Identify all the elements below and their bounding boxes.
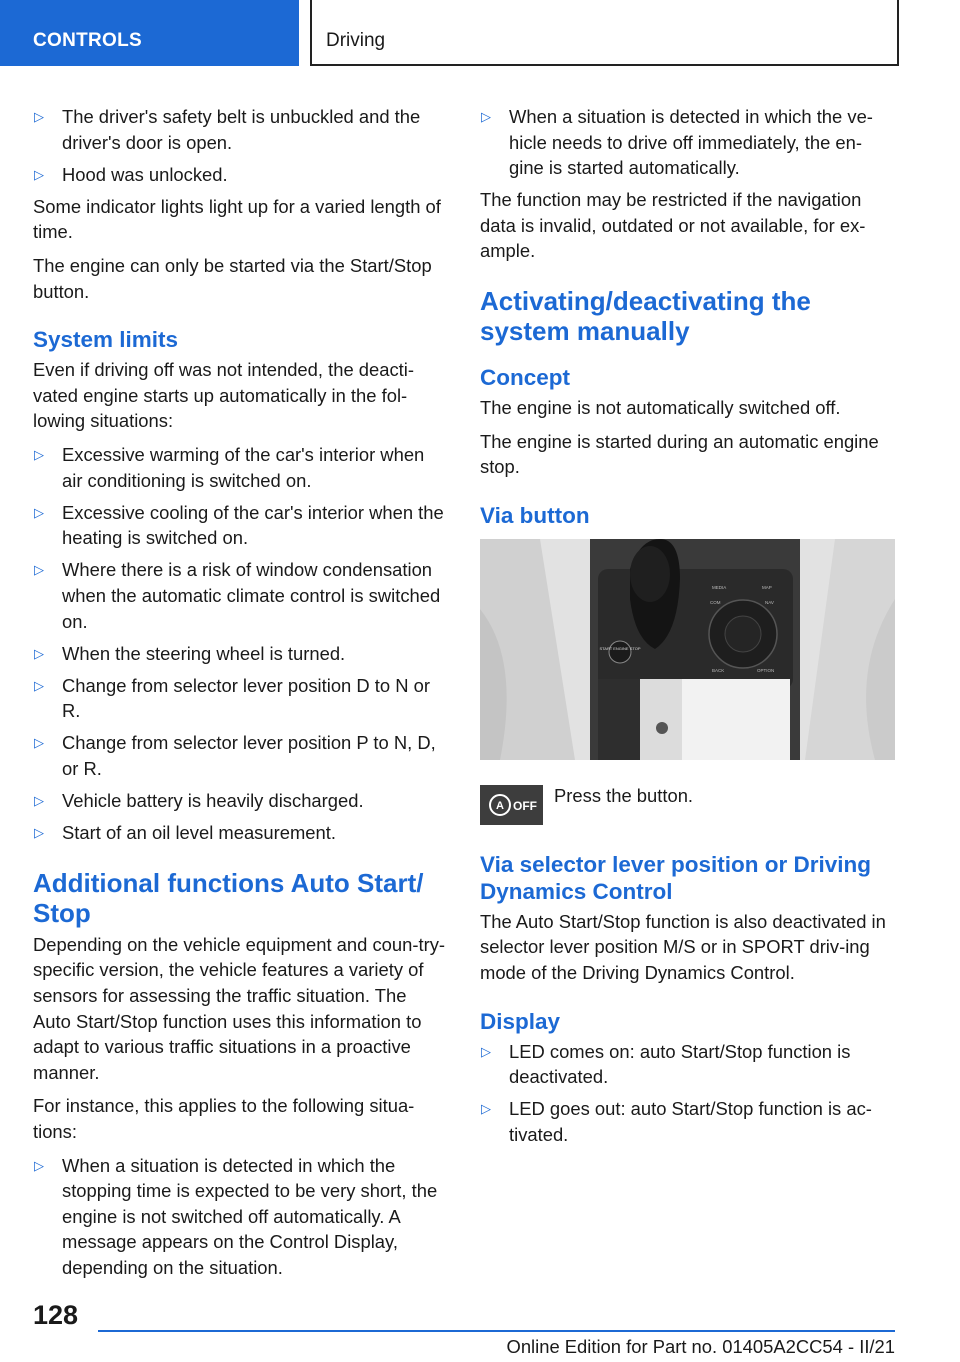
list-item: ▷ The driver's safety belt is unbuckled and the driver's door is open. <box>33 104 448 155</box>
center-console-photo <box>480 539 895 760</box>
map-label: MAP <box>762 584 772 590</box>
list-item: ▷ Change from selector lever position P to N, D, or R. <box>33 730 448 781</box>
svg-text:A: A <box>496 799 504 812</box>
auto-start-stop-off-icon <box>480 785 543 825</box>
triangle-bullet-icon: ▷ <box>481 109 491 124</box>
list-item: ▷ Hood was unlocked. <box>33 162 448 188</box>
triangle-bullet-icon: ▷ <box>481 1101 491 1117</box>
footer-rule <box>98 1330 895 1332</box>
list-item: ▷ Start of an oil level measurement. <box>33 820 448 846</box>
paragraph: The engine is not automatically switched off. <box>480 397 841 419</box>
list-item: ▷ When a situation is detected in which the stopping time is expected to be very short, the engine is not switched off automatically. A message appears on the Control Display, depending on the situation. <box>33 1153 448 1281</box>
option-label: OPTION <box>757 667 775 673</box>
heading-concept: Concept <box>480 365 570 391</box>
heading-display: Display <box>480 1008 561 1034</box>
heading-system-limits: System limits <box>33 327 179 353</box>
chapter-tab <box>310 0 899 66</box>
list-item: ▷ Change from selector lever position D to N or R. <box>33 673 448 724</box>
section-tab <box>0 0 299 66</box>
triangle-bullet-icon: ▷ <box>34 446 44 462</box>
list-item: ▷ Excessive cooling of the car's interior when the heating is switched on. <box>33 500 448 551</box>
list-item: ▷ LED goes out: auto Start/Stop function is ac-tivated. <box>480 1096 896 1147</box>
off-label: OFF <box>513 798 537 813</box>
triangle-bullet-icon: ▷ <box>34 109 44 124</box>
paragraph: The Auto Start/Stop function is also deactivated in selector lever position M/S or in SPORT driv-ing mode of the Driving Dynamics Control. <box>480 910 886 984</box>
heading-additional-functions: Additional functions Auto Start/ Stop <box>33 867 424 928</box>
list-item: ▷ When a situation is detected in which the ve-hicle needs to drive off immediately, the en-gine is started automatically. <box>480 104 896 181</box>
chapter-title: Driving <box>326 30 386 51</box>
press-text: Press the button. <box>554 784 694 806</box>
triangle-bullet-icon: ▷ <box>34 793 44 809</box>
list-item: ▷ When the steering wheel is turned. <box>33 641 448 667</box>
paragraph: The engine can only be started via the Start/Stop button. <box>33 254 432 302</box>
paragraph: Even if driving off was not intended, the deacti-vated engine starts up automatically in the fol-lowing situations: <box>33 359 414 432</box>
back-label: BACK <box>712 667 725 673</box>
heading-via-selector: Via selector lever position or Driving Dynamics Control <box>480 851 871 904</box>
triangle-bullet-icon: ▷ <box>34 562 44 578</box>
list-item: ▷ Where there is a risk of window condensation when the automatic climate control is switched on. <box>33 557 448 634</box>
start-stop-label: START ENGINE STOP <box>599 645 641 651</box>
right-column <box>480 104 896 1154</box>
paragraph: Some indicator lights light up for a varied length of time. <box>33 195 441 243</box>
heading-activating: Activating/deactivating the system manually <box>480 286 811 347</box>
triangle-bullet-icon: ▷ <box>34 825 44 841</box>
triangle-bullet-icon: ▷ <box>34 1157 44 1173</box>
triangle-bullet-icon: ▷ <box>34 166 44 182</box>
paragraph: The engine is started during an automatic engine stop. <box>480 430 879 478</box>
list-item: ▷ Vehicle battery is heavily discharged. <box>33 788 448 814</box>
heading-via-button: Via button <box>480 502 590 528</box>
page-number: 128 <box>33 1300 79 1330</box>
com-label: COM <box>710 599 721 605</box>
triangle-bullet-icon: ▷ <box>481 1043 491 1059</box>
triangle-bullet-icon: ▷ <box>34 677 44 693</box>
list-item: ▷ Excessive warming of the car's interior when air conditioning is switched on. <box>33 442 448 493</box>
paragraph: Depending on the vehicle equipment and coun-try-specific version, the vehicle features a variety of sensors for assessing the traffic situation. The Auto Start/Stop function uses this information to adapt to various traffic situations in a proactive manner. <box>33 933 446 1083</box>
press-instruction <box>480 785 896 831</box>
triangle-bullet-icon: ▷ <box>34 504 44 520</box>
section-title: CONTROLS <box>33 30 143 51</box>
triangle-bullet-icon: ▷ <box>34 645 44 661</box>
nav-label: NAV <box>765 599 774 605</box>
triangle-bullet-icon: ▷ <box>34 735 44 751</box>
list-item: ▷ LED comes on: auto Start/Stop function is deactivated. <box>480 1039 896 1090</box>
paragraph: The function may be restricted if the navigation data is invalid, outdated or not available, for ex-ample. <box>480 189 866 262</box>
paragraph: For instance, this applies to the following situa-tions: <box>33 1095 415 1142</box>
left-column <box>33 104 448 1287</box>
edition-footer: Online Edition for Part no. 01405A2CC54 - II/21 <box>506 1336 895 1357</box>
media-label: MEDIA <box>712 584 727 590</box>
